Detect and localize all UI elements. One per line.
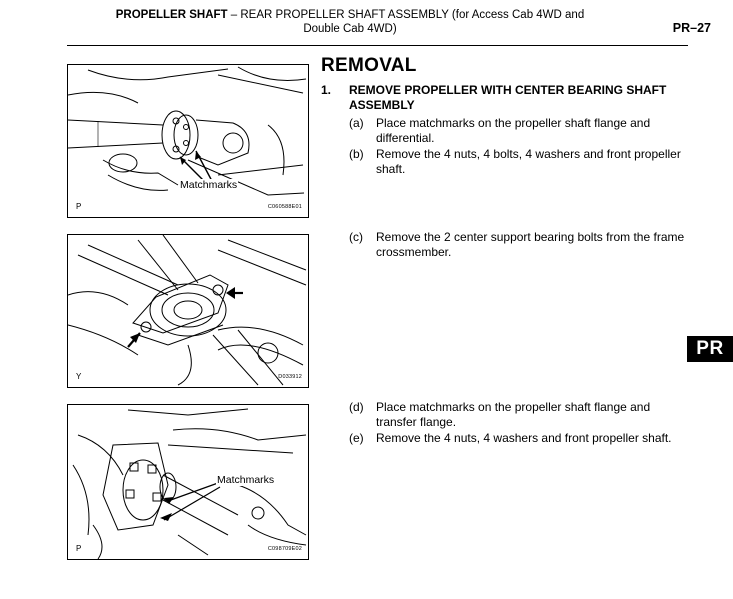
header-dash: –	[230, 9, 238, 21]
figure1-callout-matchmarks: Matchmarks	[180, 179, 238, 191]
figure-differential-flange	[67, 64, 309, 218]
illustration-differential-flange	[68, 65, 308, 217]
header-subtitle-line2: Double Cab 4WD)	[303, 23, 397, 35]
figure1-code: C060588E01	[267, 204, 302, 210]
substep-c-text: Remove the 2 center support bearing bolts from the frame crossmember.	[376, 230, 685, 259]
substep-e-text: Remove the 4 nuts, 4 washers and front propeller shaft.	[376, 431, 672, 445]
figure3-code: C098709E02	[267, 546, 302, 552]
step-number: 1.	[321, 83, 332, 97]
figure-center-bearing	[67, 234, 309, 388]
figure2-code: D033912	[278, 374, 302, 380]
figure2-letter: Y	[76, 372, 82, 381]
page-header	[0, 0, 733, 46]
substep-d-text: Place matchmarks on the propeller shaft flange and transfer flange.	[376, 400, 651, 429]
substep-a-label: (a)	[349, 116, 364, 130]
section-title: REMOVAL	[321, 55, 417, 76]
substep-b-label: (b)	[349, 147, 364, 161]
substep-d-label: (d)	[349, 400, 364, 414]
substep-b-text: Remove the 4 nuts, 4 bolts, 4 washers and front propeller shaft.	[376, 147, 681, 176]
figure1-letter: P	[76, 202, 82, 211]
header-section: PROPELLER SHAFT	[115, 9, 228, 21]
substep-c-label: (c)	[349, 230, 363, 244]
illustration-center-bearing	[68, 235, 308, 387]
figure3-letter: P	[76, 544, 82, 553]
figure3-callout-matchmarks: Matchmarks	[217, 474, 275, 486]
header-rule	[67, 45, 688, 46]
substep-a-text: Place matchmarks on the propeller shaft flange and differential.	[376, 116, 651, 145]
header-subtitle-line1: REAR PROPELLER SHAFT ASSEMBLY (for Access Cab 4WD and	[240, 9, 585, 21]
step-title: REMOVE PROPELLER WITH CENTER BEARING SHAFT ASSEMBLY	[349, 83, 667, 112]
header-title	[70, 8, 630, 36]
page-number: PR–27	[672, 21, 711, 35]
figure-transfer-flange	[67, 404, 309, 560]
section-tab: PR	[687, 336, 733, 362]
substep-e-label: (e)	[349, 431, 364, 445]
